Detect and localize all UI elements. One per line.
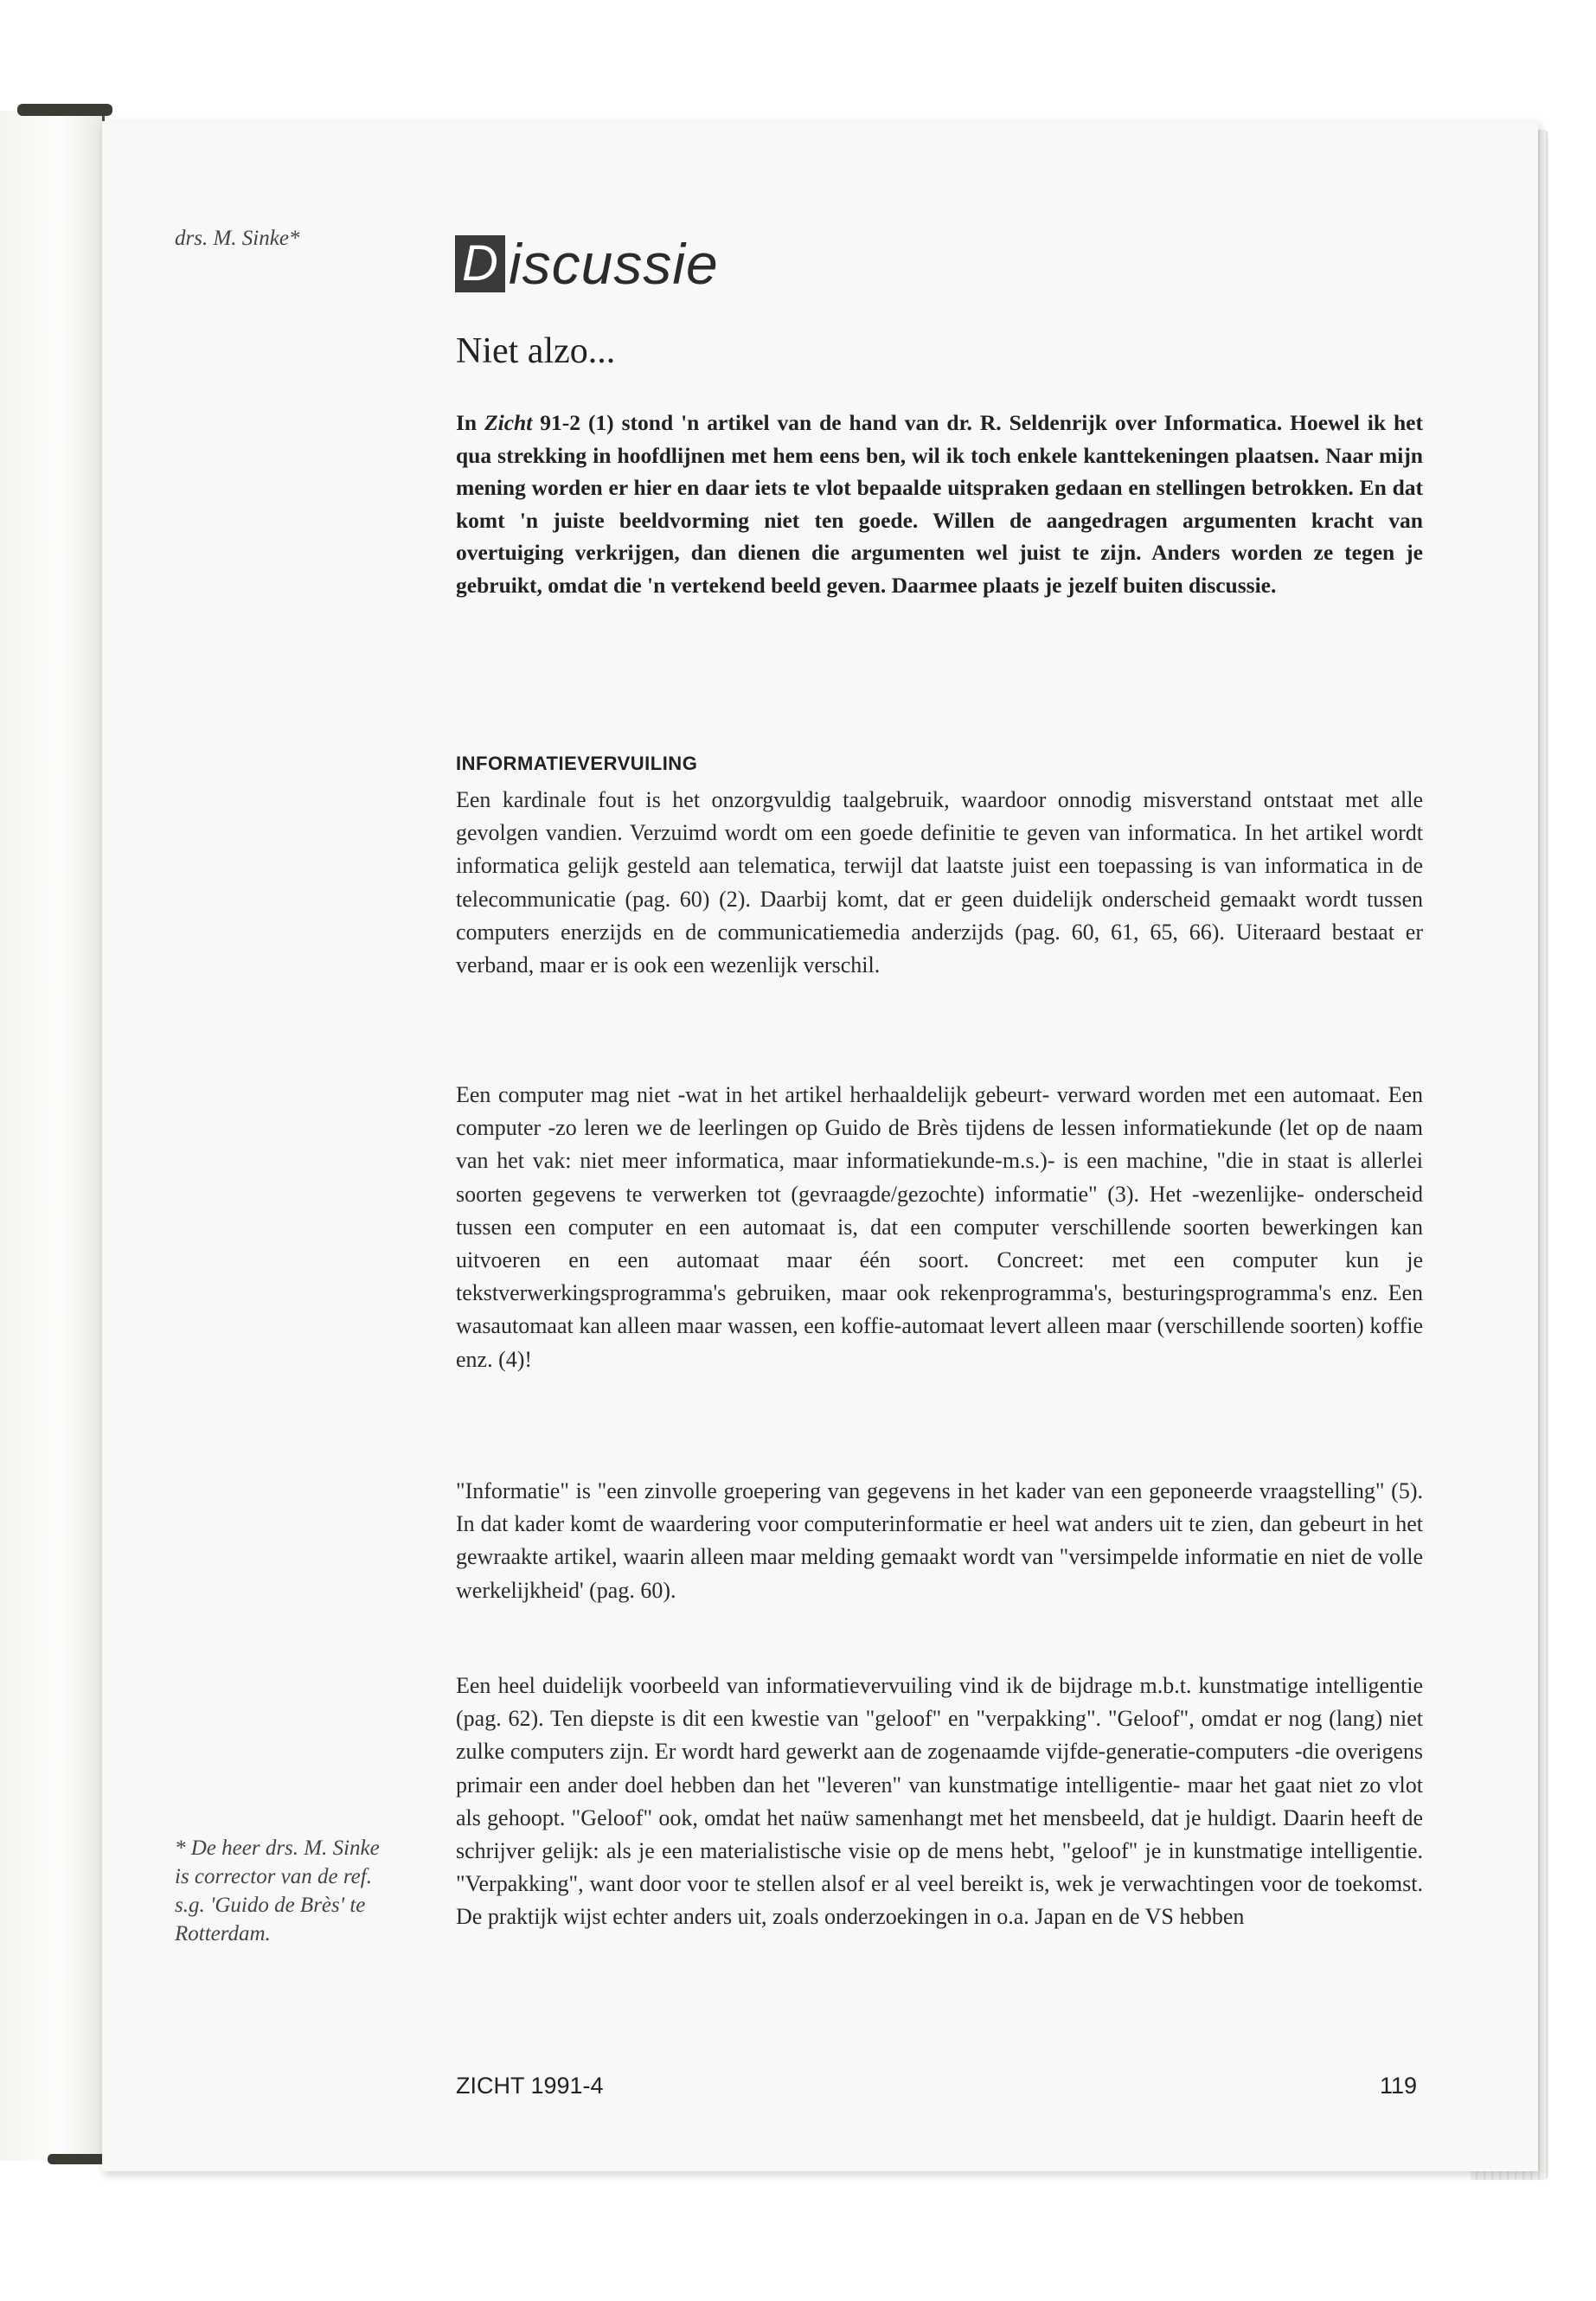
body-paragraph: Een kardinale fout is het onzorgvuldig taalgebruik, waardoor onnodig misverstand ontstaat met alle gevolgen vandien. Verzuimd wordt om een goede definitie te geven van informatica. In het artikel wordt informatica gelijk gesteld aan telematica, terwijl dat laatste juist een toepassing is van informatica in de telecommunicatie (pag. 60) (2). Daarbij komt, dat er geen duidelijk onderscheid gemaakt wordt tussen computers enerzijds en de communicatiemedia anderzijds (pag. 60, 61, 65, 66). Uiteraard bestaat er verband, maar er is ook een wezenlijk verschil.	[456, 787, 1423, 978]
section-heading-rest: iscussie	[509, 232, 719, 296]
binding-band-bottom	[48, 2154, 108, 2164]
lead-body: 91-2 (1) stond 'n artikel van de hand van dr. R. Seldenrijk over Informatica. Hoewel ik het qua strekking in hoofdlijnen met hem eens ben, wil ik toch enkele kanttekeningen plaatsen. Naar mijn mening worden er hier en daar iets te vlot bepaalde uitspraken gedaan en stellingen betrokken. En dat komt 'n juiste beeldvorming niet ten goede. Willen de aangedragen argumenten kracht van overtuiging verkrijgen, dan dienen die argumenten wel juist te zijn. Anders worden ze tegen je gebruikt, omdat die 'n vertekend beeld geven. Daarmee plaats je jezelf buiten discussie.	[456, 410, 1423, 598]
article-title: Niet alzo...	[456, 331, 616, 371]
section-heading	[455, 223, 719, 296]
subheading: INFORMATIEVERVUILING	[456, 753, 698, 774]
footer-journal: ZICHT 1991-4	[456, 2073, 604, 2099]
book-binding	[0, 111, 105, 2161]
page-number: 119	[1380, 2073, 1418, 2099]
lead-pre: In	[456, 410, 485, 435]
author-footnote: * De heer drs. M. Sinke is corrector van de ref. s.g. 'Guido de Brès' te Rotterdam.	[175, 1836, 380, 1945]
binding-band-top	[17, 104, 112, 116]
lead-journal-name: Zicht	[484, 410, 533, 435]
body-paragraph: Een computer mag niet -wat in het artikel herhaaldelijk gebeurt- verward worden met een automaat. Een computer -zo leren we de leerlingen op Guido de Brès tijdens de lessen informatiekunde (let op de naam van het vak: niet meer informatica, maar informatiekunde-m.s.)- is een machine, "die in staat is allerlei soorten gegevens te verwerken tot (gevraagde/gezochte) informatie" (3). Het -wezenlijke- onderscheid tussen een computer en een automaat is, dat een computer verschillende soorten bewerkingen kan uitvoeren en een automaat maar één soort. Concreet: met een computer kun je tekstverwerkingsprogramma's gebruiken, maar ook rekenprogramma's, besturingsprogramma's enz. Een wasautomaat kan alleen maar wassen, een koffie-automaat levert alleen maar (verschillende soorten) koffie enz. (4)!	[456, 1082, 1423, 1372]
section-initial: D	[455, 235, 505, 292]
lead-paragraph	[456, 407, 1423, 602]
author-byline: drs. M. Sinke*	[175, 227, 300, 250]
body-paragraph: "Informatie" is "een zinvolle groepering van gegevens in het kader van een geponeerde vraagstelling" (5). In dat kader komt de waardering voor computerinformatie er heel wat anders uit te zien, dan gebeurt in het gewraakte artikel, waarin alleen maar melding gemaakt wordt van "versimpelde informatie en niet de volle werkelijkheid' (pag. 60).	[456, 1478, 1423, 1603]
body-paragraph: Een heel duidelijk voorbeeld van informatievervuiling vind ik de bijdrage m.b.t. kunstmatige intelligentie (pag. 62). Ten diepste is dit een kwestie van "geloof" en "verpakking". "Geloof", omdat er nog (lang) niet zulke computers zijn. Er wordt hard gewerkt aan de zogenaamde vijfde-generatie-computers -die overigens primair een ander doel hebben dan het "leveren" van kunstmatige intelligentie- maar het gaat niet zo vlot als gehoopt. "Geloof" ook, omdat het naüw samenhangt met het mensbeeld, dat je huldigt. Daarin heeft de schrijver gelijk: als je een materialistische visie op de mens hebt, "geloof" je in kunstmatige intelligentie. "Verpakking", want door voor te stellen alsof er al veel bereikt is, wek je verwachtingen voor de toekomst. De praktijk wijst echter anders uit, zoals onderzoekingen in o.a. Japan en de VS hebben	[456, 1673, 1423, 1930]
